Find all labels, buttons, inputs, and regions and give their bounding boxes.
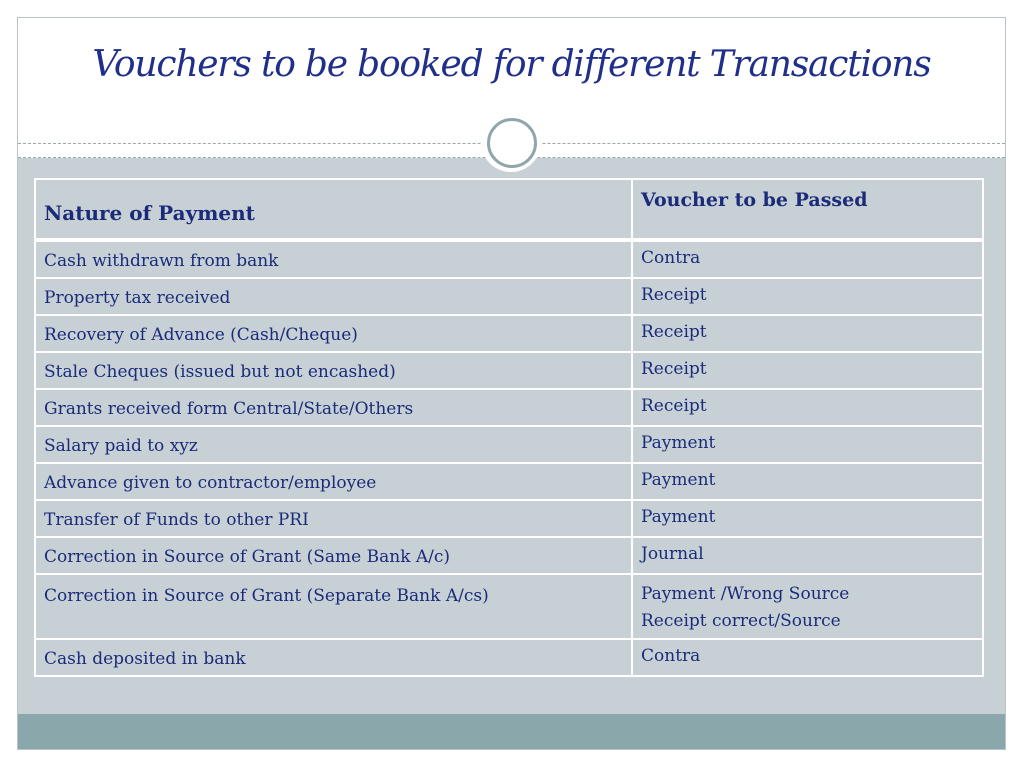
table-row — [35, 537, 983, 574]
voucher-type-text: Payment — [641, 470, 716, 490]
voucher-type-text: Contra — [641, 248, 701, 268]
nature-of-payment-cell: Property tax received — [35, 278, 632, 315]
voucher-type-text: Contra — [641, 646, 701, 666]
voucher-type-cell — [632, 574, 983, 639]
circle-ornament-icon — [481, 112, 541, 172]
table-row — [35, 639, 983, 676]
voucher-type-cell — [632, 537, 983, 574]
nature-of-payment-cell: Cash withdrawn from bank — [35, 240, 632, 278]
table-row — [35, 352, 983, 389]
voucher-type-cell — [632, 240, 983, 278]
voucher-type-text: Receipt — [641, 322, 707, 342]
voucher-type-cell — [632, 389, 983, 426]
nature-of-payment-cell: Advance given to contractor/employee — [35, 463, 632, 500]
voucher-type-cell — [632, 426, 983, 463]
table-row — [35, 463, 983, 500]
footer-bar — [18, 714, 1005, 749]
nature-of-payment-cell: Recovery of Advance (Cash/Cheque) — [35, 315, 632, 352]
voucher-type-text: Receipt — [641, 359, 707, 379]
voucher-type-cell — [632, 352, 983, 389]
table-row — [35, 500, 983, 537]
table-row — [35, 240, 983, 278]
voucher-type-text: Payment /Wrong Source — [641, 584, 850, 604]
nature-of-payment-cell: Correction in Source of Grant (Separate Bank A/cs) — [35, 574, 632, 639]
table-row — [35, 426, 983, 463]
nature-of-payment-cell: Grants received form Central/State/Others — [35, 389, 632, 426]
voucher-type-cell — [632, 315, 983, 352]
nature-of-payment-cell: Correction in Source of Grant (Same Bank A/c) — [35, 537, 632, 574]
header-nature-of-payment: Nature of Payment — [35, 179, 632, 240]
voucher-type-text: Receipt — [641, 285, 707, 305]
voucher-table — [34, 178, 984, 677]
table-row — [35, 315, 983, 352]
voucher-type-cell — [632, 463, 983, 500]
table-row — [35, 389, 983, 426]
voucher-type-text: Journal — [641, 544, 704, 564]
voucher-type-text: Receipt correct/Source — [641, 611, 841, 631]
nature-of-payment-cell: Stale Cheques (issued but not encashed) — [35, 352, 632, 389]
nature-of-payment-cell: Salary paid to xyz — [35, 426, 632, 463]
slide-title: Vouchers to be booked for different Transactions — [92, 44, 931, 85]
voucher-type-cell — [632, 500, 983, 537]
voucher-type-cell — [632, 639, 983, 676]
voucher-type-cell — [632, 278, 983, 315]
voucher-type-text: Receipt — [641, 396, 707, 416]
table-row — [35, 574, 983, 639]
table-header-row — [35, 179, 983, 240]
voucher-type-text: Payment — [641, 433, 716, 453]
table-row — [35, 278, 983, 315]
nature-of-payment-cell: Cash deposited in bank — [35, 639, 632, 676]
voucher-type-text: Payment — [641, 507, 716, 527]
header-voucher-to-be-passed: Voucher to be Passed — [632, 179, 983, 240]
nature-of-payment-cell: Transfer of Funds to other PRI — [35, 500, 632, 537]
